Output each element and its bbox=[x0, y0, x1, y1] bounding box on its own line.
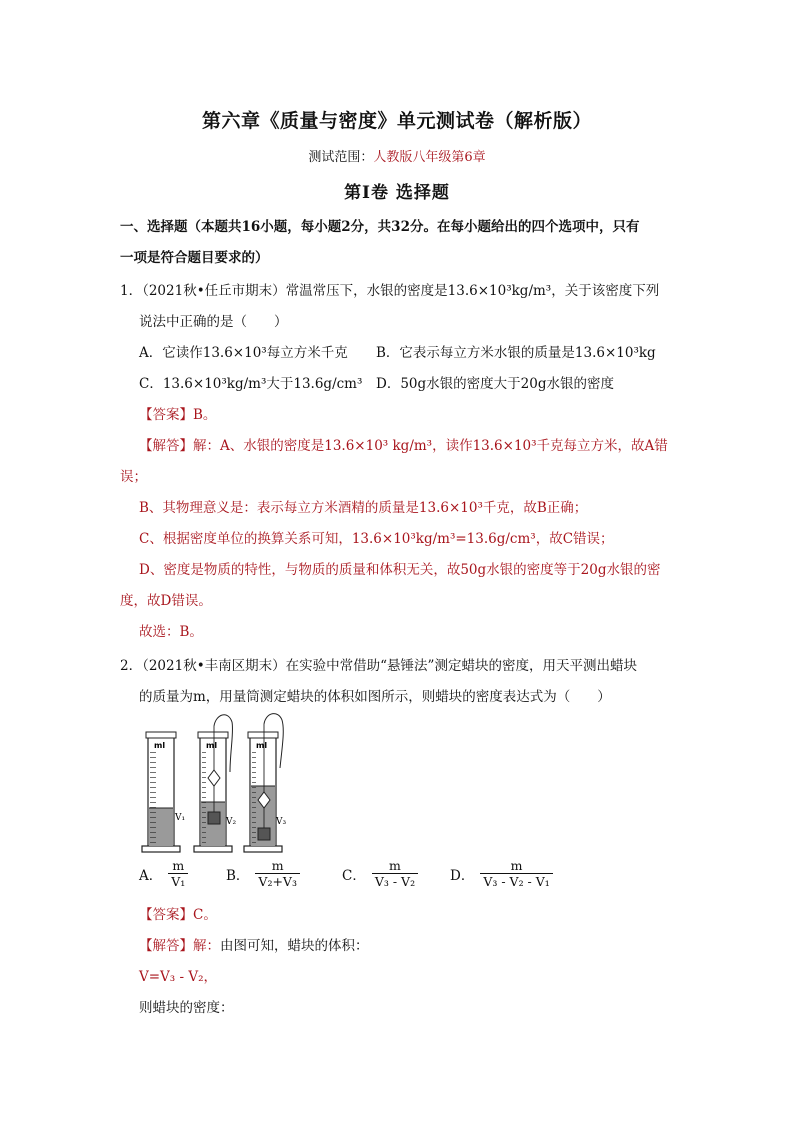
q1-answer: 【答案】B。 bbox=[139, 407, 217, 423]
q2-explanation bbox=[139, 937, 369, 955]
q1-stem-line1: 1．（2021秋•任丘市期末）常温常压下，水银的密度是13.6×10³kg/m³，关于该密度下列 bbox=[120, 283, 660, 299]
q1-explanation-c: C、根据密度单位的换算关系可知，13.6×10³kg/m³=13.6g/cm³，故C错误； bbox=[139, 531, 614, 547]
section-heading-line2: 一项是符合题目要求的） bbox=[120, 250, 269, 266]
scope-value: 人教版八年级第6章 bbox=[373, 150, 486, 165]
test-scope bbox=[0, 146, 794, 165]
volume-heading: 第Ⅰ卷 选择题 bbox=[344, 183, 450, 203]
label-v2: V₂ bbox=[226, 817, 237, 827]
cylinder-2-unit: ml bbox=[206, 741, 218, 750]
cylinder-1-unit: ml bbox=[154, 741, 166, 750]
q2-explanation-label: 【解答】解： bbox=[139, 938, 220, 954]
q2-answer: 【答案】C。 bbox=[139, 907, 217, 923]
cylinder-3 bbox=[244, 714, 283, 852]
q1-option-d: D．50g水银的密度大于20g水银的密度 bbox=[376, 376, 614, 392]
scope-label: 测试范围： bbox=[308, 150, 374, 165]
cylinder-1 bbox=[142, 732, 180, 852]
q2-stem-line2: 的质量为m，用量筒测定蜡块的体积如图所示，则蜡块的密度表达式为（ ） bbox=[139, 689, 611, 705]
q1-explanation-d: D、密度是物质的特性，与物质的质量和体积无关，故50g水银的密度等于20g水银的密 bbox=[139, 562, 661, 578]
section-heading-line1: 一、选择题（本题共16小题，每小题2分，共32分。在每小题给出的四个选项中，只有 bbox=[120, 219, 640, 235]
q1-final-choice: 故选：B。 bbox=[139, 624, 203, 640]
q1-option-a: A．它读作13.6×10³每立方米千克 bbox=[139, 345, 348, 361]
q1-option-c: C．13.6×10³kg/m³大于13.6g/cm³ bbox=[139, 376, 363, 392]
q1-explanation-b: B、其物理意义是：表示每立方米酒精的质量是13.6×10³千克，故B正确； bbox=[139, 500, 588, 516]
q2-density-line: 则蜡块的密度： bbox=[139, 1000, 234, 1016]
measuring-cylinder-figure bbox=[140, 712, 290, 857]
q2-option-a: A． $\frac{m}{\text{V₁}}$ bbox=[139, 858, 188, 889]
q1-explanation-a: A、水银的密度是13.6×10³ kg/m³，读作13.6×10³千克每立方米，故A错 bbox=[220, 438, 668, 454]
cylinder-3-unit: ml bbox=[256, 741, 268, 750]
q1-explanation-d-cont: 度，故D错误。 bbox=[120, 593, 212, 609]
page-title: 第六章《质量与密度》单元测试卷（解析版） bbox=[201, 110, 592, 132]
cylinder-2 bbox=[194, 715, 233, 852]
q1-option-b: B．它表示每立方米水银的质量是13.6×10³kg bbox=[376, 345, 656, 361]
q2-option-c: C． $\frac{m}{\text{V₃ - V₂}}$ bbox=[342, 858, 418, 889]
q1-explanation-a-cont: 误； bbox=[120, 469, 147, 485]
label-v3: V₃ bbox=[276, 817, 287, 827]
q1-explanation-line1 bbox=[139, 437, 668, 455]
q2-option-d: D． $\frac{m}{\text{V₃ - V₂ - V₁}}$ bbox=[450, 858, 553, 889]
q2-stem-line1: 2．（2021秋•丰南区期末）在实验中常借助“悬锤法”测定蜡块的密度，用天平测出蜡块 bbox=[120, 658, 637, 674]
label-v1: V₁ bbox=[175, 813, 186, 823]
q2-explanation-text: 由图可知，蜡块的体积： bbox=[220, 938, 369, 954]
q2-option-b: B． $\frac{m}{\text{V₂+V₃}}$ bbox=[226, 858, 300, 889]
q1-explanation-label: 【解答】解： bbox=[139, 438, 220, 454]
q1-stem-line2: 说法中正确的是（ ） bbox=[139, 314, 288, 330]
q2-volume-formula: V=V₃ - V₂， bbox=[139, 969, 218, 985]
